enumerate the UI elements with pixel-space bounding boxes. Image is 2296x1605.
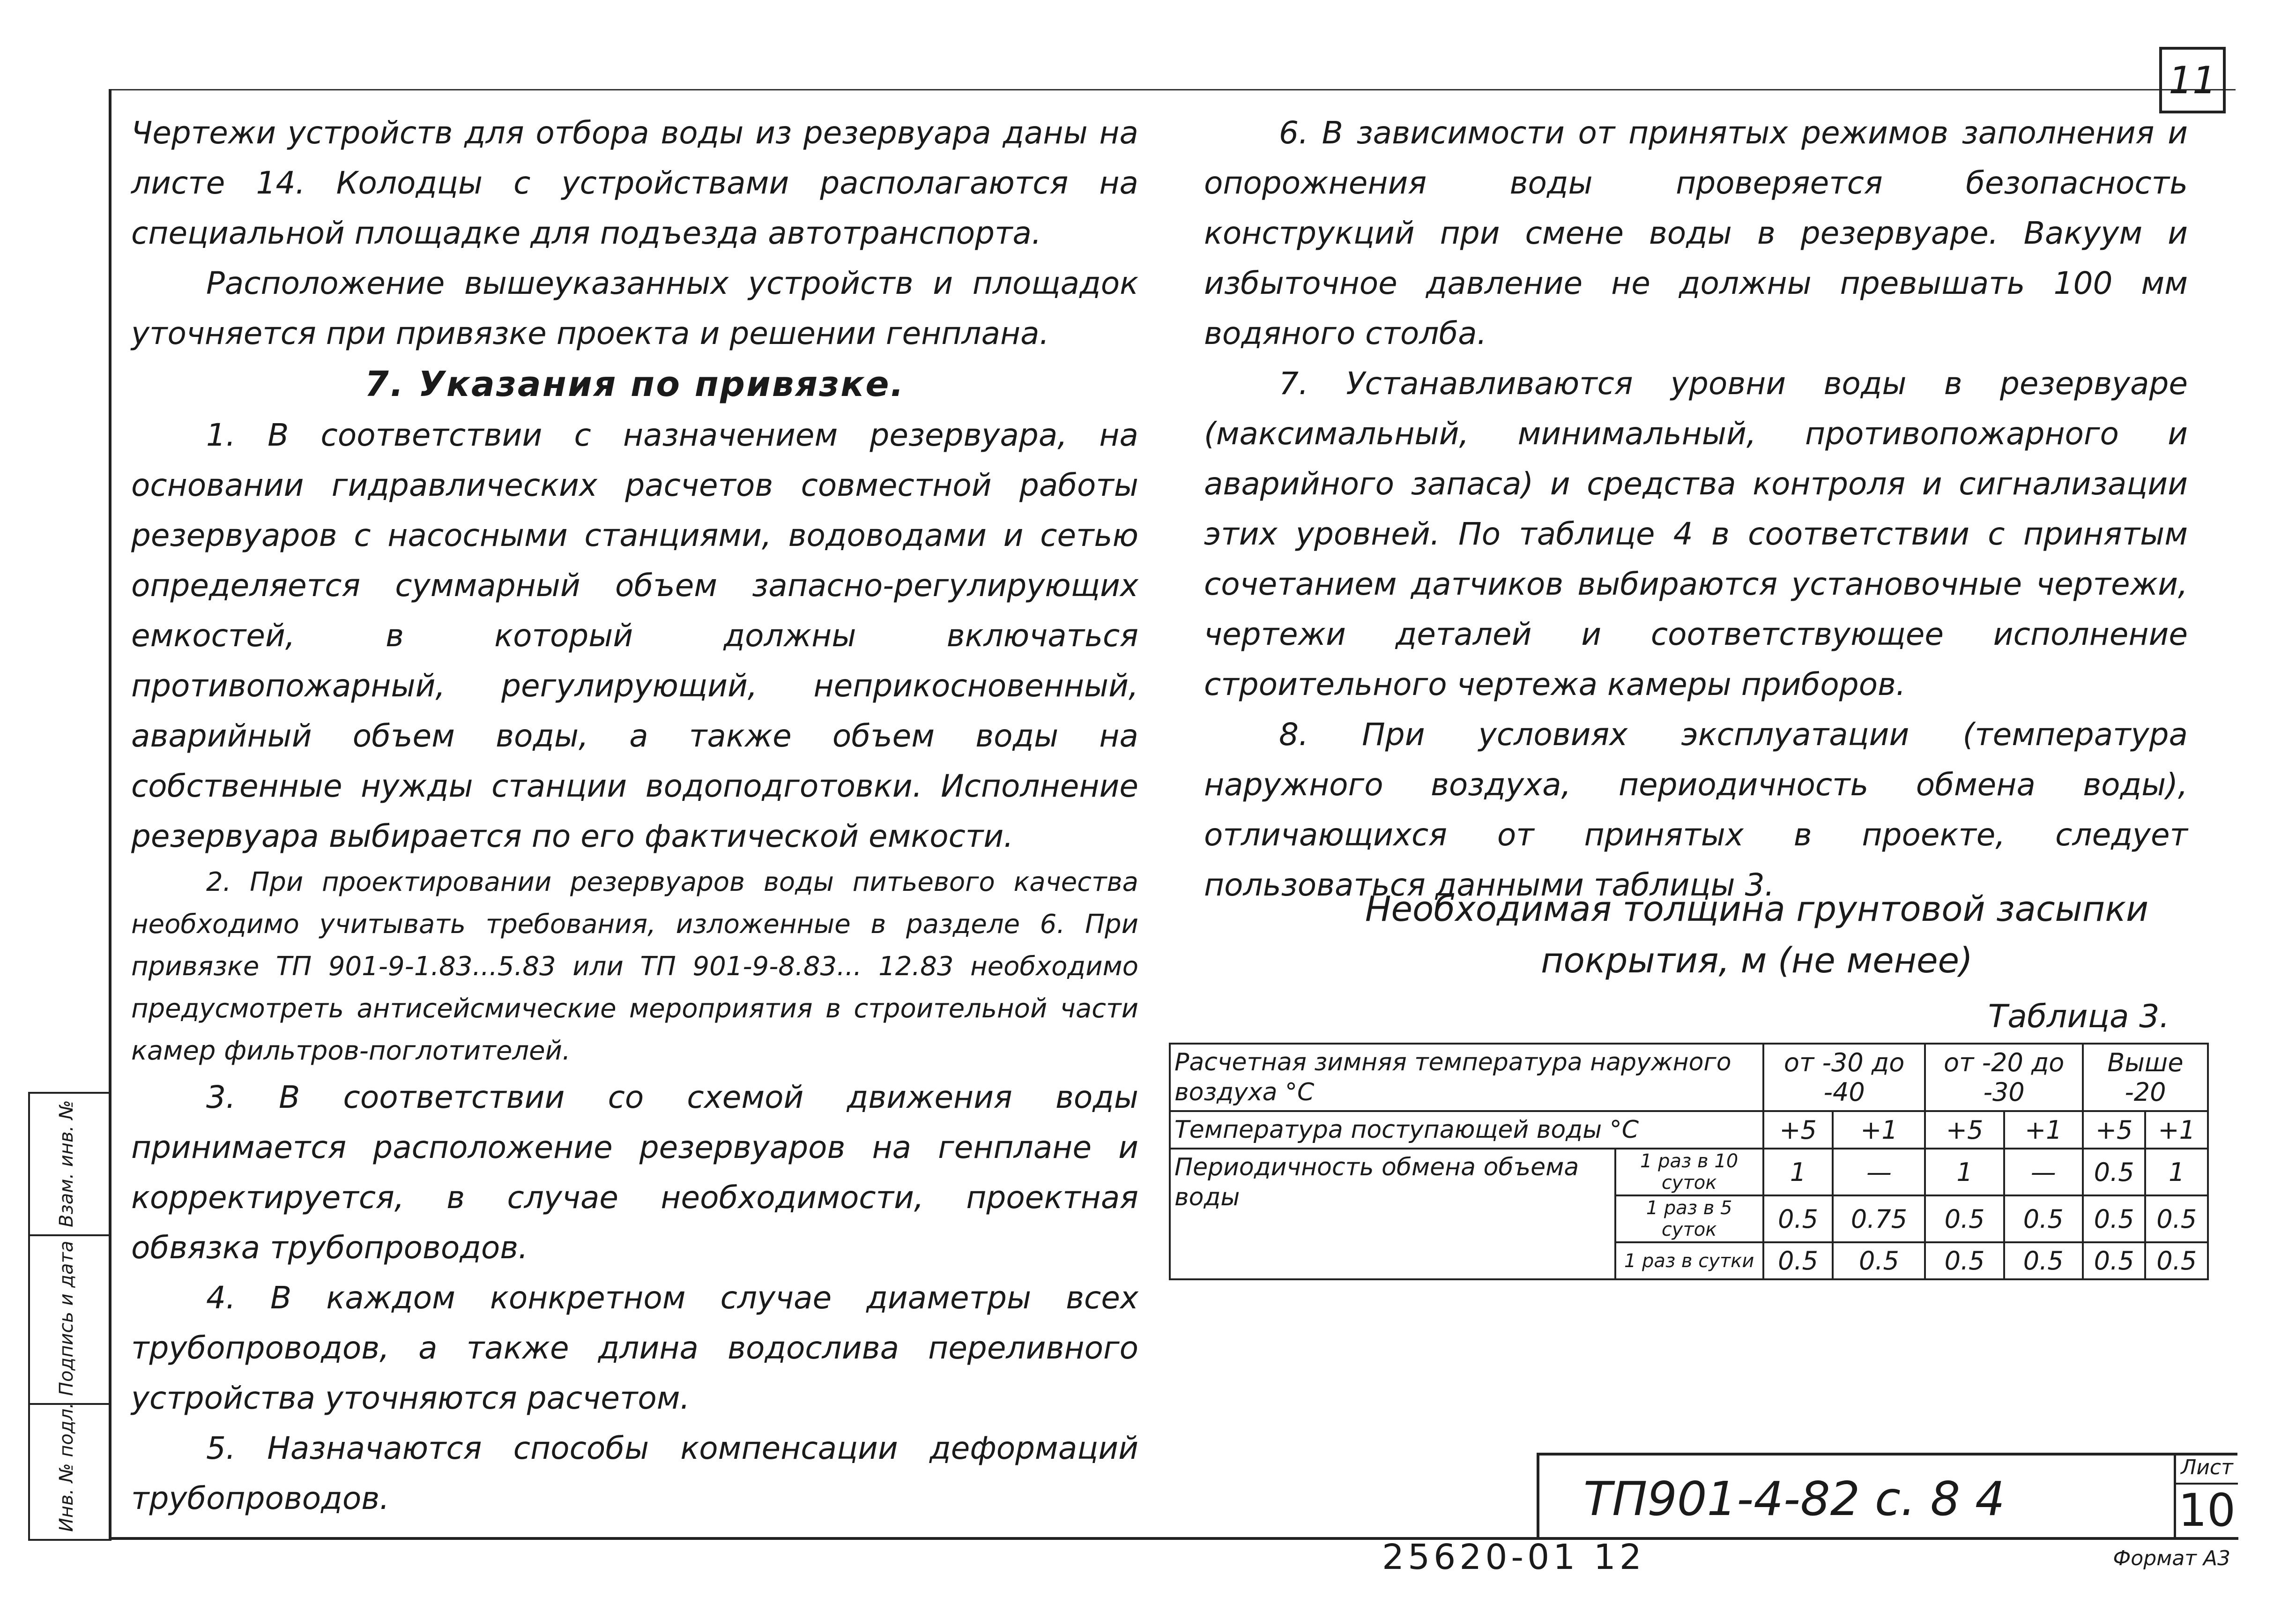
range-cell-3: Выше -20	[2083, 1044, 2208, 1111]
table-row	[1170, 1149, 2208, 1195]
left-paragraph-6: 4. В каждом конкретном случае диаметры всех трубопроводов, а также длина водослива переливного устройства уточняются расчетом.	[131, 1280, 1138, 1416]
table-3	[1169, 1043, 2209, 1280]
value-cell: 0.75	[1833, 1195, 1925, 1242]
left-paragraph-3: 1. В соответствии с назначением резервуара, на основании гидравлических расчетов совместной работы резервуаров с насосными станциями, водоводами и сетью определяется суммарный объем запасно-регулирующих емкостей, в который должны включаться противопожарный, регулирующий, неприкосновенный, аварийный объем воды, а также объем воды на собственные нужды станции водоподготовки. Исполнение резервуара выбирается по его фактической емкости.	[131, 417, 1138, 854]
range-cell-2: от -20 до -30	[1925, 1044, 2082, 1111]
period-label-cell: Периодичность обмена объема воды	[1170, 1149, 1615, 1279]
side-stamp	[28, 1092, 111, 1541]
value-cell: 0.5	[1763, 1195, 1833, 1242]
value-cell: 1	[1925, 1149, 2004, 1195]
period-cell: 1 раз в 10 суток	[1615, 1149, 1763, 1195]
water-temp-cell: +5	[2083, 1111, 2146, 1149]
right-paragraph-2: 7. Устанавливаются уровни воды в резервуаре (максимальный, минимальный, противопожарного и аварийного запаса) и средства контроля и сигнализации этих уровней. По таблице 4 в соответствии с принятым сочетанием датчиков выбираются установочные чертежи, чертежи деталей и соответствующее исполнение строительного чертежа камеры приборов.	[1204, 366, 2188, 702]
sheet-box-number: 10	[2178, 1484, 2236, 1537]
water-temp-cell: +5	[1763, 1111, 1833, 1149]
table-caption	[1359, 883, 2155, 986]
value-cell: 0.5	[1925, 1242, 2004, 1279]
value-cell: —	[1833, 1149, 1925, 1195]
value-cell: 0.5	[2145, 1242, 2208, 1279]
side-cell-1	[30, 1094, 110, 1236]
left-paragraph-7: 5. Назначаются способы компенсации деформаций трубопроводов.	[131, 1430, 1138, 1516]
left-paragraph-1: Чертежи устройств для отбора воды из резервуара даны на листе 14. Колодцы с устройствами располагаются на специальной площадке для подъезда автотранспорта.	[131, 115, 1138, 251]
range-cell-1: от -30 до -40	[1763, 1044, 1925, 1111]
section-heading: 7. Указания по привязке.	[364, 364, 905, 404]
value-cell: 0.5	[1925, 1195, 2004, 1242]
table-caption-line-2: покрытия, м (не менее)	[1541, 941, 1973, 981]
side-cell-3	[30, 1403, 110, 1537]
water-temp-cell: +1	[2145, 1111, 2208, 1149]
value-cell: 1	[2145, 1149, 2208, 1195]
value-cell: 0.5	[2083, 1242, 2146, 1279]
table-water-temp-row	[1170, 1111, 2208, 1149]
sheet-box	[2174, 1453, 2238, 1537]
archive-code: 25620-01 12	[1382, 1537, 1645, 1577]
water-temp-cell: +1	[2004, 1111, 2083, 1149]
value-cell: 0.5	[2004, 1242, 2083, 1279]
period-cell: 1 раз в 5 суток	[1615, 1195, 1763, 1242]
right-column	[1204, 108, 2188, 910]
value-cell: 0.5	[1833, 1242, 1925, 1279]
value-cell: 0.5	[2004, 1195, 2083, 1242]
water-temp-cell: +5	[1925, 1111, 2004, 1149]
sheet-box-label: Лист	[2176, 1453, 2238, 1485]
table-caption-line-1: Необходимая толщина грунтовой засыпки	[1365, 889, 2149, 929]
sheet-number: 11	[2159, 47, 2226, 113]
value-cell: 0.5	[2083, 1149, 2146, 1195]
value-cell: 0.5	[2083, 1195, 2146, 1242]
document-code: ТП901-4-82 с. 8 4	[1583, 1471, 2005, 1526]
left-paragraph-4: 2. При проектировании резервуаров воды питьевого качества необходимо учитывать требования, изложенные в разделе 6. При привязке ТП 901-9-1.83...5.83 или ТП 901-9-8.83... 12.83 необходимо предусмотреть антисейсмические мероприятия в строительной части камер фильтров-поглотителей.	[131, 867, 1138, 1066]
value-cell: 0.5	[1763, 1242, 1833, 1279]
table-label: Таблица 3.	[1988, 998, 2170, 1035]
right-paragraph-1: 6. В зависимости от принятых режимов заполнения и опорожнения воды проверяется безопасность конструкций при смене воды в резервуаре. Вакуум и избыточное давление не должны превышать 100 мм водяного столба.	[1204, 115, 2188, 351]
side-cell-2	[30, 1234, 110, 1405]
value-cell: 0.5	[2145, 1195, 2208, 1242]
left-paragraph-5: 3. В соответствии со схемой движения воды принимается расположение резервуаров на генплане и корректируется, в случае необходимости, проектная обвязка трубопроводов.	[131, 1079, 1138, 1266]
side-cell-2-text: Подпись и дата	[56, 1240, 77, 1396]
value-cell: —	[2004, 1149, 2083, 1195]
table-header-row	[1170, 1044, 2208, 1111]
format-label: Формат А3	[2113, 1546, 2230, 1570]
water-temp-label-cell: Температура поступающей воды °С	[1170, 1111, 1763, 1149]
side-cell-1-text: Взам. инв. №	[56, 1100, 77, 1227]
value-cell: 1	[1763, 1149, 1833, 1195]
right-paragraph-3: 8. При условиях эксплуатации (температура наружного воздуха, периодичность обмена воды), отличающихся от принятых в проекте, следует пользоваться данными таблицы 3.	[1204, 717, 2188, 903]
water-temp-cell: +1	[1833, 1111, 1925, 1149]
side-cell-3-text: Инв. № подл.	[56, 1403, 77, 1532]
left-paragraph-2: Расположение вышеуказанных устройств и площадок уточняется при привязке проекта и решении генплана.	[131, 265, 1138, 351]
left-column	[131, 108, 1138, 1523]
header-param-cell: Расчетная зимняя температура наружного воздуха °С	[1170, 1044, 1763, 1111]
period-cell: 1 раз в сутки	[1615, 1242, 1763, 1279]
